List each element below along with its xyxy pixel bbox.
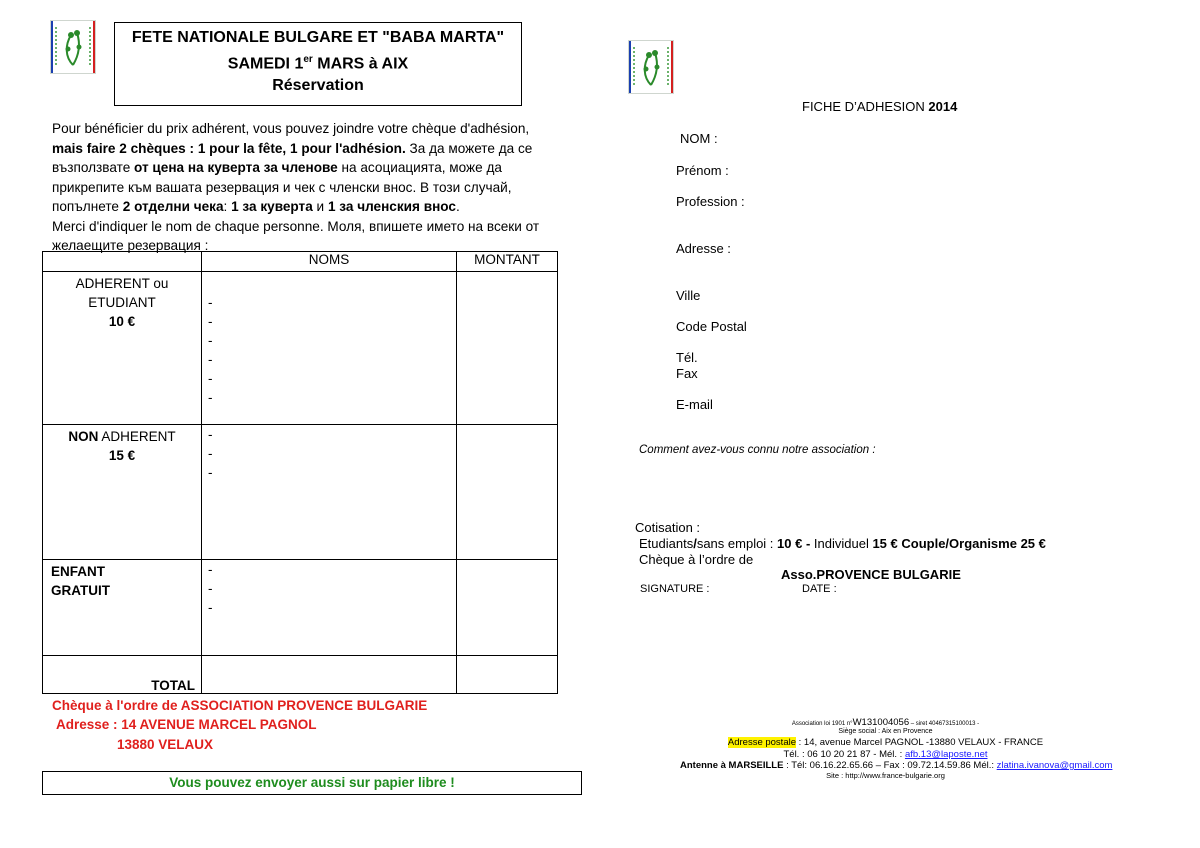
event-title-line3: Réservation (272, 77, 364, 95)
footer-assoc-post: – siret 40467315100013 - (909, 721, 980, 727)
intro-line-2 (52, 139, 587, 159)
intro-span-1: За да можете да се (405, 140, 533, 156)
adherent-label-text: ADHERENT (98, 429, 176, 444)
footer-antenne-text: : Tél: 06.16.22.65.66 – Fax : 09.72.14.59.86 Mél.: (783, 760, 997, 771)
name-line: - (208, 465, 213, 480)
rate-etudiants: Etudiants (639, 536, 694, 551)
footer-assoc-pre: Association loi 1901 n° (791, 721, 853, 727)
footer-tel-text: Tél. : 06 10 20 21 87 - Mél. : (783, 749, 905, 760)
rate-individuel: Individuel (813, 536, 873, 551)
rate-fifteen: 15 € (872, 536, 898, 551)
header-noms: NOMS (202, 252, 457, 272)
intro-line-3 (52, 158, 587, 178)
name-line: - (208, 427, 213, 442)
cheque-order-label: Chèque à l’ordre de (639, 552, 754, 567)
cotisation-label: Cotisation : (635, 520, 701, 535)
intro-bold-1: mais faire 2 chèques : 1 pour la fête, 1 pour l'adhésion. (52, 140, 406, 156)
intro-span-5: : (223, 199, 232, 214)
table-row-adherent (43, 272, 558, 425)
adherent-price: 10 € (108, 314, 136, 329)
non-adherent-price: 15 € (108, 448, 136, 463)
rate-slash: / (693, 536, 697, 551)
intro-bold-2: от цена на куверта за членове (134, 160, 338, 175)
header-category-cell (43, 252, 202, 272)
event-title-line2 (115, 49, 521, 75)
name-line: - (208, 352, 213, 367)
reservation-table (42, 251, 558, 694)
table-row-enfant (43, 560, 558, 656)
field-prenom[interactable]: Prénom : (676, 163, 729, 178)
fiche-title (802, 99, 957, 114)
table-row-non-adherent (43, 425, 558, 560)
intro-span-3: на асоциацията, може да (337, 160, 502, 175)
gratuit-label: GRATUIT (51, 583, 110, 598)
event-date-text: SAMEDI 1 (227, 55, 304, 73)
non-adherent-cell (43, 425, 202, 560)
footer-antenne-bold: Antenne à MARSEILLE (680, 760, 784, 771)
rate-sans-emploi: sans emploi : (696, 536, 778, 551)
footer-address-text: : 14, avenue Marcel PAGNOL -13880 VELAUX - FRANCE (796, 737, 1044, 748)
intro-bold-3: 2 отделни чека (122, 199, 224, 214)
footer-assoc-number (703, 717, 1068, 728)
footer-site[interactable]: Site : http://www.france-bulgarie.org (826, 771, 945, 780)
intro-span-7: . (456, 199, 460, 214)
field-fax[interactable]: Fax (676, 366, 698, 381)
enfant-label: ENFANT (51, 564, 105, 579)
intro-text (52, 119, 587, 256)
footer-siege: Siège social : Aix en Provence (838, 728, 933, 735)
comment-question[interactable]: Comment avez-vous connu notre association : (639, 444, 876, 456)
event-title-line1: FETE NATIONALE BULGARE ET "BABA MARTA" (131, 29, 505, 46)
intro-span-2: възползвате (52, 160, 135, 175)
field-code-postal[interactable]: Code Postal (676, 319, 747, 334)
non-adherent-montant-cell[interactable] (457, 425, 558, 560)
header-montant: MONTANT (457, 252, 558, 272)
footer-email-link-2[interactable]: zlatina.ivanova@gmail.com (996, 760, 1113, 771)
rate-couple: Couple/Organisme 25 € (897, 536, 1046, 551)
total-names-cell (202, 656, 457, 694)
event-place-text: MARS à AIX (312, 55, 409, 73)
event-date-sup: er (303, 54, 313, 65)
name-line: - (208, 562, 213, 577)
name-line: - (208, 295, 213, 310)
name-line: - (208, 333, 213, 348)
event-title-box (114, 22, 522, 106)
cheque-order-text: Chèque à l'ordre de ASSOCIATION PROVENCE BULGARIE (52, 698, 428, 713)
name-line: - (208, 314, 213, 329)
logo-emblem-icon (51, 21, 95, 73)
field-tel[interactable]: Tél. (676, 350, 698, 365)
intro-line-1: Pour bénéficier du prix adhérent, vous pouvez joindre votre chèque d'adhésion, (52, 121, 530, 136)
footer-tel (703, 749, 1068, 760)
field-profession[interactable]: Profession : (676, 194, 745, 209)
fiche-year: 2014 (928, 99, 958, 114)
enfant-names-cell[interactable] (202, 560, 457, 656)
name-line: - (208, 600, 213, 615)
logo-emblem-icon (629, 41, 673, 93)
adherent-cell (43, 272, 202, 425)
non-adherent-label (43, 427, 201, 446)
table-header-row (43, 252, 558, 272)
non-adherent-names-cell[interactable] (202, 425, 457, 560)
adherent-label-2: ETUDIANT (88, 295, 156, 310)
name-line: - (208, 581, 213, 596)
name-line: - (208, 446, 213, 461)
total-montant-cell[interactable] (457, 656, 558, 694)
footer-email-link[interactable]: afb.13@laposte.net (904, 749, 988, 760)
footer-address-label: Adresse postale (727, 737, 796, 748)
enfant-montant-cell[interactable] (457, 560, 558, 656)
cheque-address-text: Adresse : 14 AVENUE MARCEL PAGNOL (56, 717, 317, 732)
cotisation-rates (639, 536, 1046, 551)
field-nom[interactable]: NOM : (680, 131, 718, 146)
fiche-title-text: FICHE D’ADHESION (802, 99, 925, 114)
field-email[interactable]: E-mail (676, 397, 713, 412)
cheque-city-text: 13880 VELAUX (117, 737, 214, 752)
intro-line-6: Merci d'indiquer le nom de chaque personne. Моля, впишете името на всеки от (52, 218, 540, 234)
adherent-label-1: ADHERENT ou (75, 276, 169, 291)
intro-bold-4: 1 за куверта (231, 199, 313, 214)
intro-span-6: и (312, 199, 328, 214)
total-label: TOTAL (43, 656, 202, 694)
name-line: - (208, 371, 213, 386)
date-field[interactable]: DATE : (802, 583, 837, 595)
rate-dash: - (802, 536, 814, 551)
field-ville[interactable]: Ville (676, 288, 701, 303)
non-label-bold: NON (68, 429, 99, 444)
intro-bold-5: 1 за членския внос (327, 199, 456, 214)
footer-antenne (680, 760, 1113, 771)
rate-ten: 10 € (777, 536, 803, 551)
signature-field[interactable]: SIGNATURE : (640, 583, 710, 595)
name-line: - (208, 390, 213, 405)
intro-span-4: попълнете (52, 199, 123, 214)
adherent-montant-cell[interactable] (457, 272, 558, 425)
adherent-names-cell[interactable] (202, 272, 457, 425)
footer-assoc-num: W131004056 (852, 717, 910, 728)
intro-line-5 (52, 197, 587, 217)
papier-libre-box: Vous pouvez envoyer aussi sur papier libre ! (42, 771, 582, 795)
asso-name: Asso.PROVENCE BULGARIE (781, 567, 961, 582)
intro-line-4: прикрепите към вашата резервация и чек с членски внос. В този случай, (52, 179, 512, 195)
enfant-cell (43, 560, 202, 656)
intro-line-7: желаещите резервация : (52, 238, 209, 253)
association-logo-right (628, 40, 674, 94)
association-logo (50, 20, 96, 74)
table-row-total (43, 656, 558, 694)
footer-address (703, 737, 1068, 748)
field-adresse[interactable]: Adresse : (676, 241, 731, 256)
